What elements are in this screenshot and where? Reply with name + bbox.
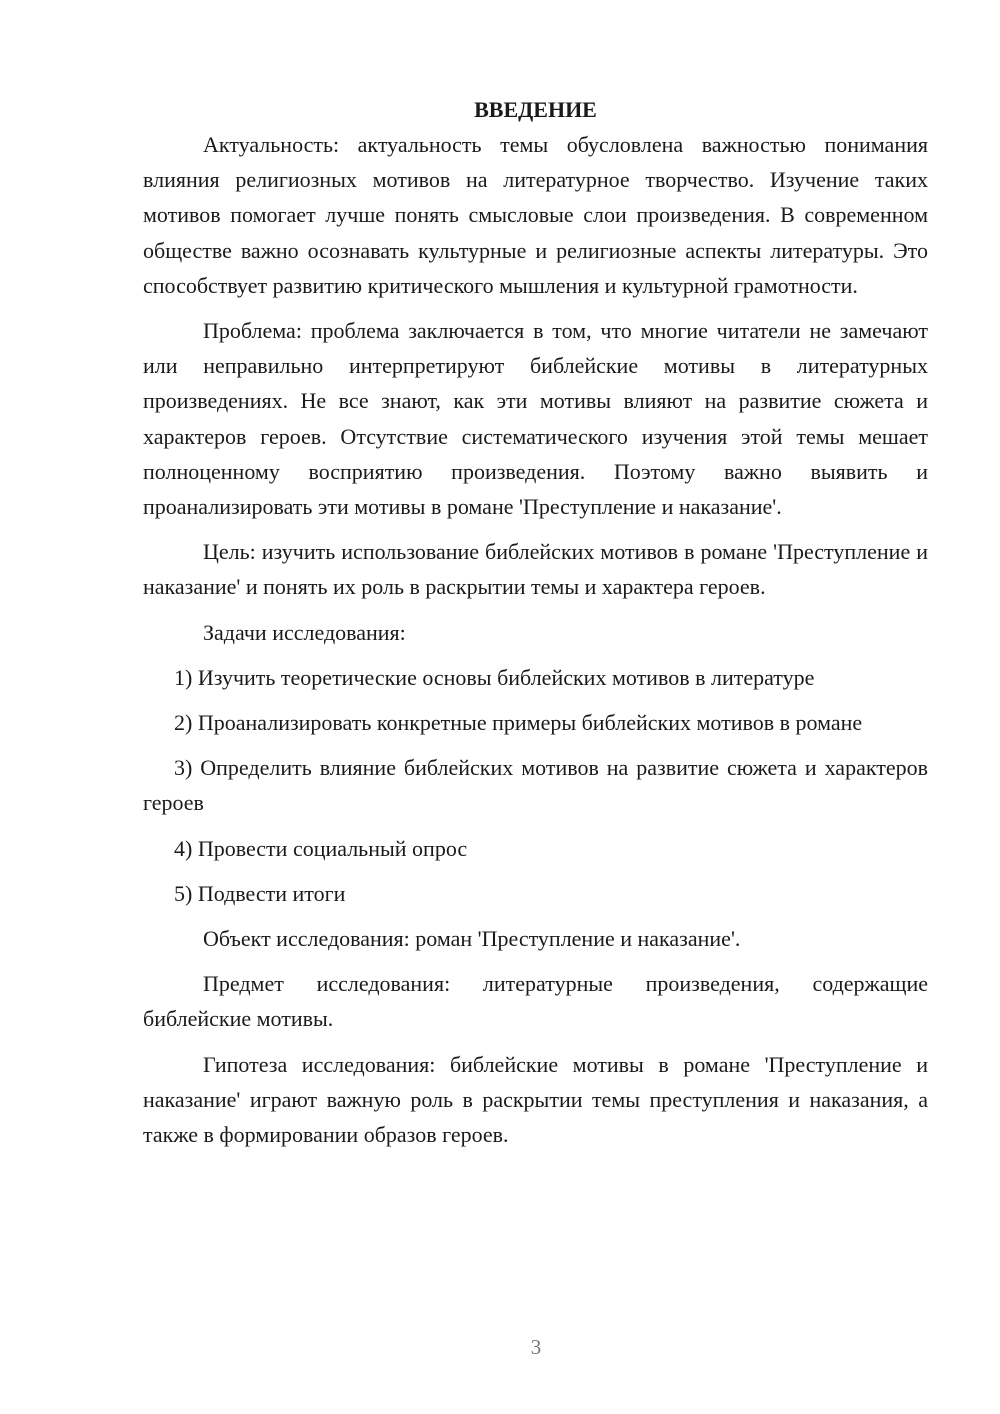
task-item: 3) Определить влияние библейских мотивов на развитие сюжета и характеров героев <box>143 755 928 816</box>
section-title: ВВЕДЕНИЕ <box>474 97 597 122</box>
page-number: 3 <box>530 1335 542 1359</box>
subject-paragraph: Предмет исследования: литературные произведения, содержащие библейские мотивы. <box>143 971 928 1032</box>
tasks-heading: Задачи исследования: <box>203 619 406 645</box>
problem-paragraph: Проблема: проблема заключается в том, что многие читатели не замечают или неправильно интерпретируют библейские мотивы в литературных произведениях. Не все знают, как эти мотивы влияют на развитие сюжета и характеров героев. Отсутствие систематического изучения этой темы мешает полноценному восприятию произведения. Поэтому важно выявить и проанализировать эти мотивы в романе 'Преступление и наказание'. <box>143 318 928 520</box>
hypothesis-paragraph: Гипотеза исследования: библейские мотивы в романе 'Преступление и наказание' играют важную роль в раскрытии темы преступления и наказания, а также в формировании образов героев. <box>143 1051 928 1148</box>
task-item: 2) Проанализировать конкретные примеры библейских мотивов в романе <box>174 710 863 736</box>
relevance-paragraph: Актуальность: актуальность темы обусловлена важностью понимания влияния религиозных мотивов на литературное творчество. Изучение таких мотивов помогает лучше понять смысловые слои произведения. В современном обществе важно осознавать культурные и религиозные аспекты литературы. Это способствует развитию критического мышления и культурной грамотности. <box>143 132 928 298</box>
task-item: 5) Подвести итоги <box>174 880 346 906</box>
object-paragraph: Объект исследования: роман 'Преступление и наказание'. <box>203 926 741 952</box>
task-item: 4) Провести социальный опрос <box>174 835 468 861</box>
document-page <box>143 92 928 1162</box>
goal-paragraph: Цель: изучить использование библейских мотивов в романе 'Преступление и наказание' и понять их роль в раскрытии темы и характера героев. <box>143 539 928 600</box>
task-item: 1) Изучить теоретические основы библейских мотивов в литературе <box>174 664 815 690</box>
